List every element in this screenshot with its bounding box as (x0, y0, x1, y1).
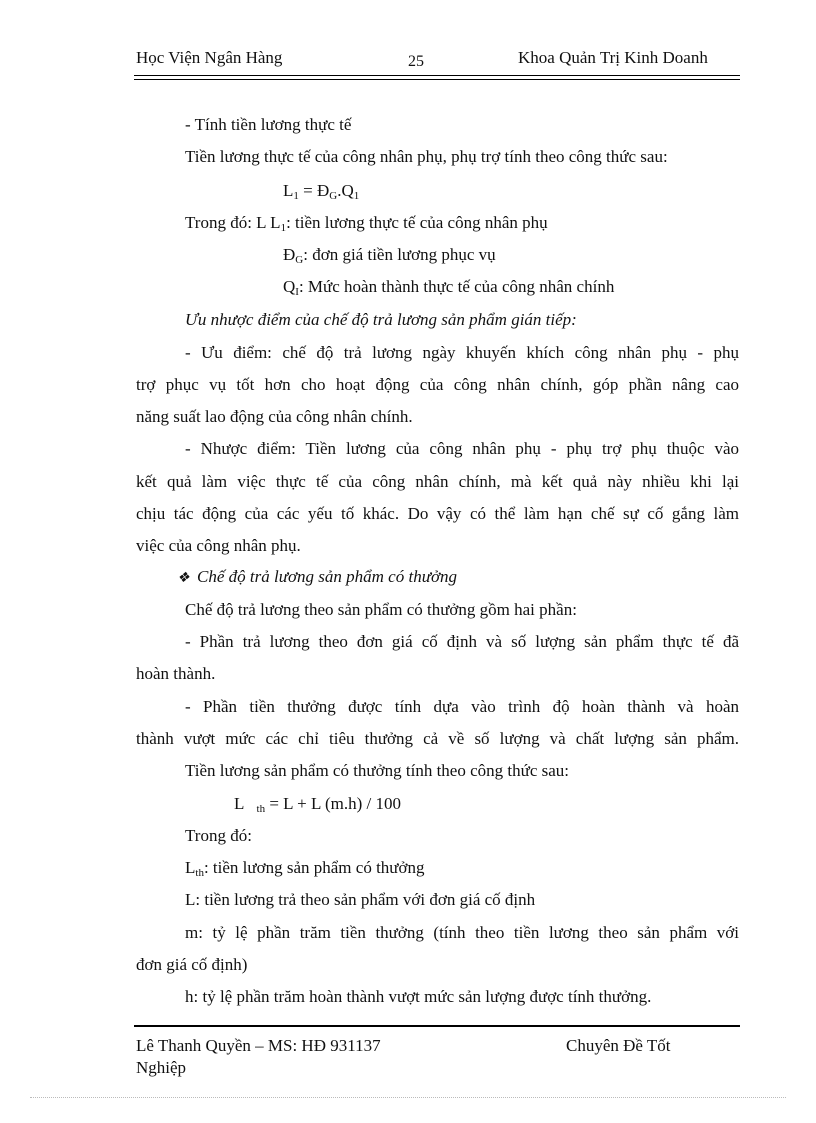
header-institution: Học Viện Ngân Hàng (136, 48, 283, 67)
definition-l: L: tiền lương trả theo sản phẩm với đơn giá cố định (185, 890, 536, 909)
definition-lth: $L_{th}$: tiền lương sản phẩm có thưởng (185, 858, 425, 879)
paragraph-line: - Phần trả lương theo đơn giá cố định và số lượng sản phẩm thực tế đã (185, 632, 739, 651)
paragraph-line: kết quả làm việc thực tế của công nhân chính, mà kết quả này nhiều khi lại (136, 472, 739, 491)
paragraph-line: - Ưu điểm: chế độ trả lương ngày khuyến khích công nhân phụ - phụ (185, 343, 739, 362)
formula-lth: L $_{th}$ = L + L (m.h) / 100 (234, 794, 402, 815)
definition-l1: Trong đó: L $L_1$: tiền lương thực tế của công nhân phụ (185, 213, 548, 234)
subheading-pros-cons: Ưu nhược điểm của chế độ trả lương sản phẩm gián tiếp: (185, 310, 577, 329)
heading-actual-wage: - Tính tiền lương thực tế (185, 115, 352, 134)
paragraph-line: trợ phục vụ tốt hơn cho hoạt động của công nhân chính, góp phần nâng cao (136, 375, 739, 394)
formula-l1: $L_1$ = $Đ_G.Q_1$ (283, 181, 360, 202)
header-rule-thin (134, 79, 740, 80)
page-number: 25 (408, 53, 424, 70)
footer-title-continued: Nghiệp (136, 1058, 187, 1077)
paragraph-line: năng suất lao động của công nhân chính. (136, 407, 413, 426)
header-rule (134, 75, 740, 76)
definition-m: m: tỷ lệ phần trăm tiền thưởng (tính theo tiền lương theo sản phẩm với (185, 923, 739, 942)
paragraph-line: - Phần tiền thưởng được tính dựa vào trình độ hoàn thành và hoàn (185, 697, 739, 716)
definition-qi: $Q_I$: Mức hoàn thành thực tế của công nhân chính (283, 277, 615, 298)
subheading-bonus-piece-rate: ❖ Chế độ trả lương sản phẩm có thưởng (177, 566, 457, 590)
footer-author: Lê Thanh Quyền – MS: HĐ 931137 (136, 1036, 381, 1055)
paragraph-line: Tiền lương thực tế của công nhân phụ, phụ trợ tính theo công thức sau: (185, 147, 668, 166)
paragraph-line: Chế độ trả lương theo sản phẩm có thưởng gồm hai phần: (185, 600, 577, 619)
paragraph-line: Trong đó: (185, 826, 252, 845)
paragraph-line: việc của công nhân phụ. (136, 536, 301, 555)
paragraph-line: thành vượt mức các chỉ tiêu thưởng cả về số lượng và chất lượng sản phẩm. (136, 729, 739, 748)
page-bottom-border (30, 1097, 786, 1098)
definition-h: h: tỷ lệ phần trăm hoàn thành vượt mức sản lượng được tính thưởng. (185, 987, 652, 1006)
paragraph-line: - Nhược điểm: Tiền lương của công nhân phụ - phụ trợ phụ thuộc vào (185, 439, 739, 458)
footer-title: Chuyên Đề Tốt (566, 1036, 671, 1055)
paragraph-line: đơn giá cố định) (136, 955, 248, 974)
paragraph-line: Tiền lương sản phẩm có thưởng tính theo công thức sau: (185, 761, 570, 780)
footer-rule (134, 1025, 740, 1027)
definition-dg: $Đ_G$: đơn giá tiền lương phục vụ (283, 245, 496, 266)
header-faculty: Khoa Quản Trị Kinh Doanh (518, 48, 708, 67)
paragraph-line: chịu tác động của các yếu tố khác. Do vậy có thể làm hạn chế sự cố gắng làm (136, 504, 739, 523)
paragraph-line: hoàn thành. (136, 664, 216, 683)
diamond-bullet-icon: ❖ (177, 571, 190, 586)
